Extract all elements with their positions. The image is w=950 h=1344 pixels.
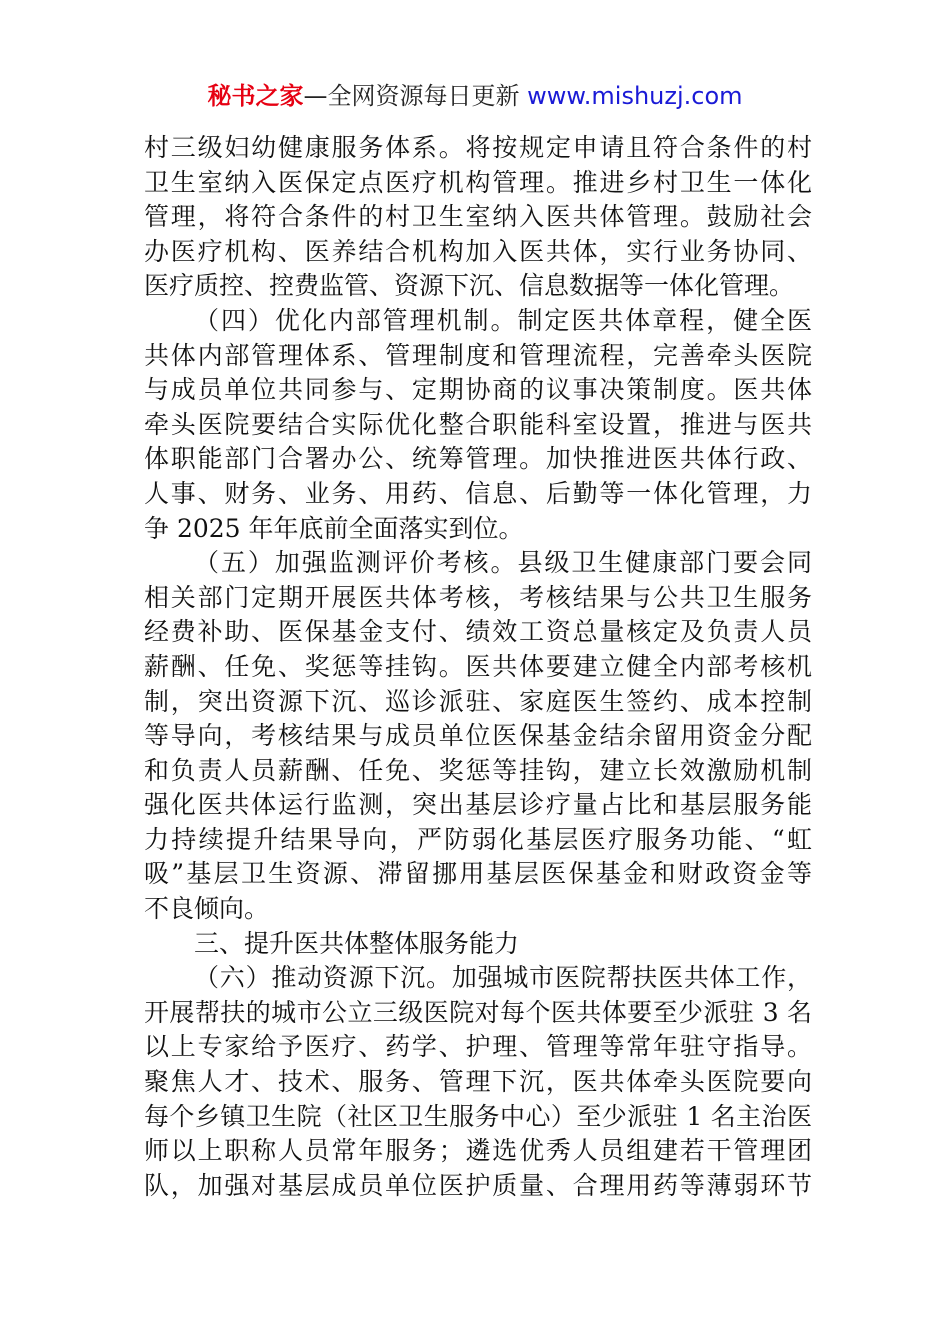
- text-line: 等导向，考核结果与成员单位医保基金结余留用资金分配: [144, 721, 812, 751]
- paragraph-heading-4: （四）优化内部管理机制。制定医共体章程，健全医: [194, 305, 812, 335]
- document-body: [144, 131, 812, 1203]
- text-line: 每个乡镇卫生院（社区卫生服务中心）至少派驻 1 名主治医: [144, 1101, 812, 1131]
- text-line: 师以上职称人员常年服务；遴选优秀人员组建若干管理团: [144, 1136, 812, 1166]
- text-line: 开展帮扶的城市公立三级医院对每个医共体要至少派驻 3 名: [144, 997, 812, 1027]
- section-heading-3: 三、提升医共体整体服务能力: [194, 928, 520, 958]
- text-line: 卫生室纳入医保定点医疗机构管理。推进乡村卫生一体化: [144, 167, 812, 197]
- site-header: [0, 80, 950, 112]
- text-line: 办医疗机构、医养结合机构加入医共体，实行业务协同、: [144, 236, 812, 266]
- text-line: 和负责人员薪酬、任免、奖惩等挂钩，建立长效激励机制: [144, 755, 812, 785]
- text-line: 争 2025 年年底前全面落实到位。: [144, 513, 524, 543]
- text-line: 相关部门定期开展医共体考核，考核结果与公共卫生服务: [144, 582, 812, 612]
- text-line: 经费补助、医保基金支付、绩效工资总量核定及负责人员: [144, 617, 812, 647]
- site-url-link[interactable]: www.mishuzj.com: [527, 82, 743, 110]
- text-line: 与成员单位共同参与、定期协商的议事决策制度。医共体: [144, 375, 812, 405]
- text-line: 强化医共体运行监测，突出基层诊疗量占比和基层服务能: [144, 790, 812, 820]
- text-line: 管理，将符合条件的村卫生室纳入医共体管理。鼓励社会: [144, 202, 812, 232]
- text-line: 队，加强对基层成员单位医护质量、合理用药等薄弱环节: [144, 1170, 812, 1200]
- text-line: 制，突出资源下沉、巡诊派驻、家庭医生签约、成本控制: [144, 686, 812, 716]
- paragraph-heading-5: （五）加强监测评价考核。县级卫生健康部门要会同: [194, 548, 812, 578]
- text-line: 共体内部管理体系、管理制度和管理流程，完善牵头医院: [144, 340, 812, 370]
- brand-name: 秘书之家: [207, 82, 304, 110]
- text-line: 牵头医院要结合实际优化整合职能科室设置，推进与医共: [144, 409, 812, 439]
- text-line: 不良倾向。: [144, 894, 270, 924]
- text-line: 村三级妇幼健康服务体系。将按规定申请且符合条件的村: [144, 133, 812, 162]
- text-line: 医疗质控、控费监管、资源下沉、信息数据等一体化管理。: [144, 271, 795, 301]
- text-line: 体职能部门合署办公、统筹管理。加快推进医共体行政、: [144, 444, 812, 474]
- paragraph-heading-6: （六）推动资源下沉。加强城市医院帮扶医共体工作，: [194, 963, 812, 993]
- text-line: 聚焦人才、技术、服务、管理下沉，医共体牵头医院要向: [144, 1067, 812, 1097]
- text-line: 吸”基层卫生资源、滞留挪用基层医保基金和财政资金等: [144, 859, 812, 889]
- text-line: 人事、财务、业务、用药、信息、后勤等一体化管理，力: [144, 478, 812, 508]
- text-line: 薪酬、任免、奖惩等挂钩。医共体要建立健全内部考核机: [144, 651, 812, 681]
- text-line: 以上专家给予医疗、药学、护理、管理等常年驻守指导。: [144, 1032, 812, 1062]
- text-line: 力持续提升结果导向，严防弱化基层医疗服务功能、“虹: [144, 824, 812, 854]
- header-tagline: —全网资源每日更新: [303, 82, 528, 110]
